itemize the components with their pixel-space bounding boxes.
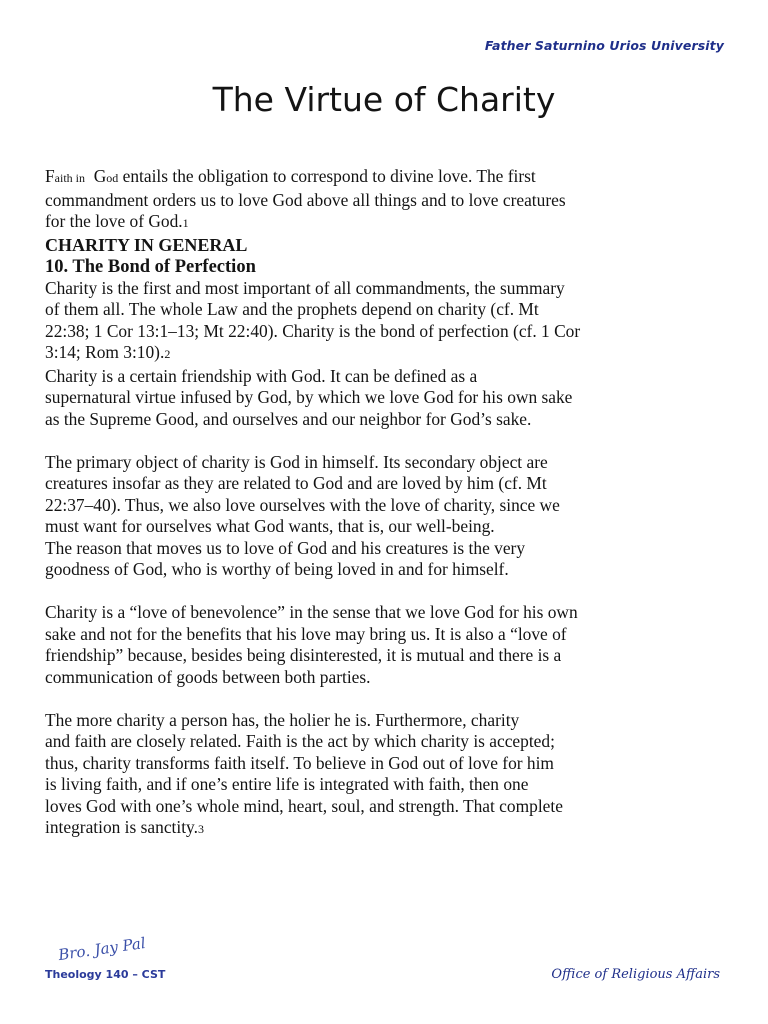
paragraph-line: of them all. The whole Law and the prophets depend on charity (cf. Mt — [45, 299, 539, 319]
section-subheading: 10. The Bond of Perfection — [45, 256, 256, 277]
intro-line-3: for the love of God.1 — [45, 211, 189, 231]
paragraph-line: sake and not for the benefits that his love may bring us. It is also a “love of — [45, 623, 567, 644]
paragraph-line: friendship” because, besides being disinterested, it is mutual and there is a — [45, 645, 562, 665]
footnote-marker: 3 — [197, 822, 204, 836]
paragraph-line: The primary object of charity is God in himself. Its secondary object are — [45, 451, 548, 472]
footnote-marker: 2 — [164, 347, 171, 361]
university-name: Father Saturnino Urios University — [484, 38, 724, 53]
paragraph-line: The more charity a person has, the holier he is. Furthermore, charity — [45, 709, 520, 730]
paragraph-line: loves God with one’s whole mind, heart, soul, and strength. That complete — [45, 795, 563, 816]
paragraph-line: thus, charity transforms faith itself. To believe in God out of love for him — [45, 752, 554, 773]
paragraph-line: supernatural virtue infused by God, by which we love God for his own sake — [45, 387, 573, 407]
course-label: Theology 140 – CST — [45, 968, 166, 981]
page-title: The Virtue of Charity — [212, 80, 556, 119]
paragraph-line: 22:38; 1 Cor 13:1–13; Mt 22:40). Charity is the bond of perfection (cf. 1 Cor — [45, 320, 581, 341]
paragraph-line: creatures insofar as they are related to God and are loved by him (cf. Mt — [45, 473, 547, 493]
paragraph-line: Charity is the first and most important of all commandments, the summary — [45, 277, 565, 298]
signature: Bro. Jay Pal — [57, 933, 147, 965]
section-heading: CHARITY IN GENERAL — [45, 234, 248, 255]
paragraph-line: and faith are closely related. Faith is the act by which charity is accepted; — [45, 731, 555, 751]
paragraph-line: integration is sanctity.3 — [45, 817, 204, 837]
paragraph-line: 22:37–40). Thus, we also love ourselves with the love of charity, since we — [45, 494, 560, 515]
paragraph-line: goodness of God, who is worthy of being loved in and for himself. — [45, 559, 509, 579]
paragraph-line: as the Supreme Good, and ourselves and our neighbor for God’s sake. — [45, 408, 532, 429]
document-body — [45, 166, 735, 841]
paragraph-line: Charity is a “love of benevolence” in the sense that we love God for his own — [45, 602, 578, 622]
office-label: Office of Religious Affairs — [551, 967, 720, 982]
intro-line-2: commandment orders us to love God above all things and to love creatures — [45, 189, 566, 210]
paragraph-line: communication of goods between both parties. — [45, 666, 371, 687]
paragraph-line: 3:14; Rom 3:10).2 — [45, 342, 171, 362]
footnote-marker: 1 — [182, 216, 189, 230]
paragraph-line: The reason that moves us to love of God and his creatures is the very — [45, 537, 526, 558]
paragraph-line: is living faith, and if one’s entire life is integrated with faith, then one — [45, 774, 529, 794]
paragraph-line: Charity is a certain friendship with God. It can be defined as a — [45, 365, 478, 386]
intro-line-1: Faith in God entails the obligation to correspond to divine love. The first — [45, 166, 536, 186]
paragraph-line: must want for ourselves what God wants, that is, our well-being. — [45, 516, 495, 536]
